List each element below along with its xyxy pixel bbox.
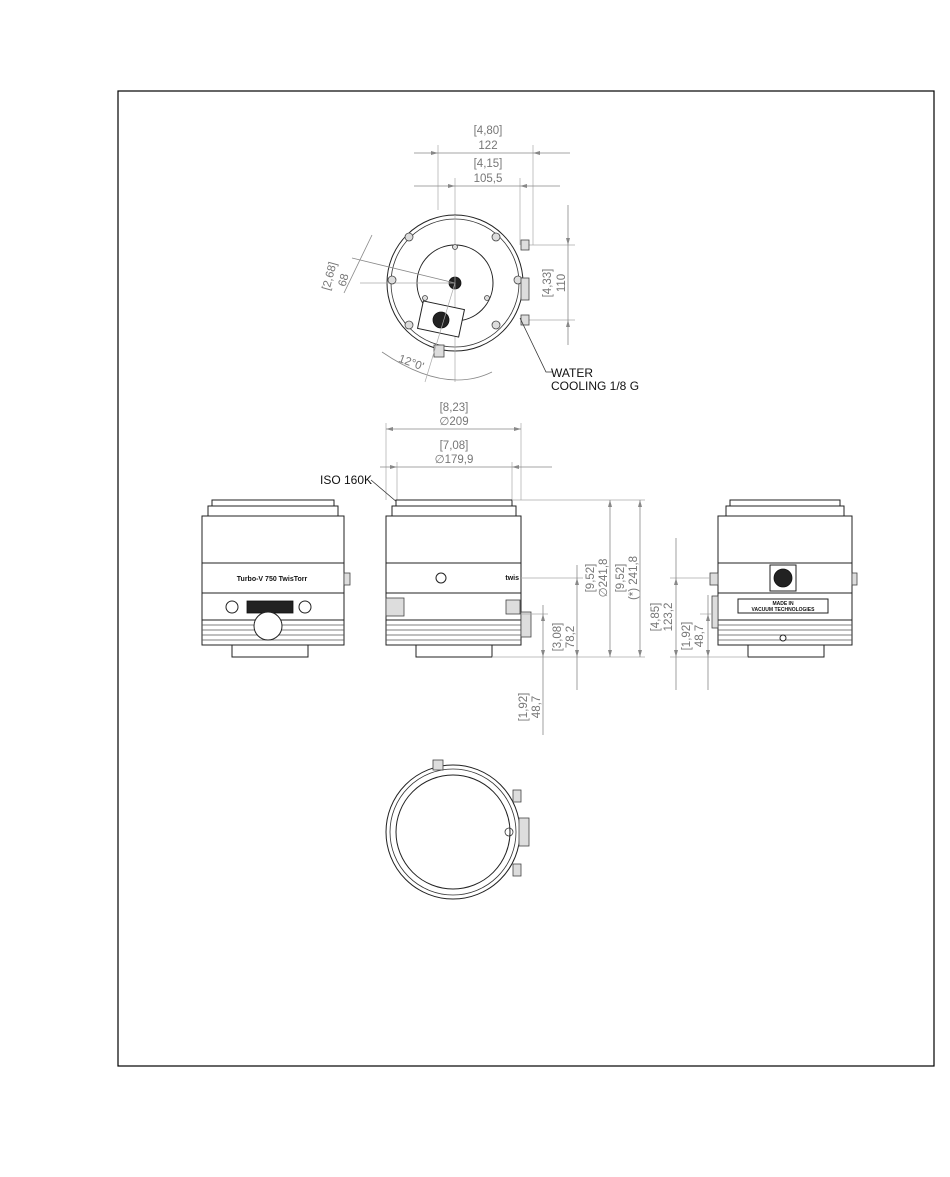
lower-mm: 78,2: [565, 625, 577, 649]
middle-side-view: [386, 500, 645, 735]
lower-inch: [3,08]: [552, 622, 564, 652]
plate-line-2: VACUUM TECHNOLOGIES: [751, 607, 815, 613]
height-a-mm: ∅241,8: [598, 558, 610, 598]
dim-height-mm: 110: [556, 273, 568, 293]
dim-width-mm: 122: [478, 140, 498, 152]
right-bottom-inch: [1,92]: [681, 621, 693, 651]
angle-label: 12°0': [396, 353, 426, 374]
water-cooling-label-2: COOLING 1/8 G: [551, 379, 640, 393]
dim-radius-mm: 68: [336, 272, 352, 288]
left-model-label: Turbo-V 750 TwisTorr: [236, 576, 308, 583]
flange-id-inch: [7,08]: [439, 440, 469, 452]
flange-od-inch: [8,23]: [439, 402, 469, 414]
right-bottom-mm: 48,7: [694, 624, 706, 648]
height-b-inch: [9,52]: [615, 563, 627, 593]
bottom-mm: 48,7: [531, 695, 543, 719]
bottom-view: [386, 760, 529, 899]
dim-width-inch: [4,80]: [473, 125, 503, 137]
dim-radius-inch: [2,68]: [320, 260, 340, 292]
right-height-mm: 123,2: [663, 602, 675, 632]
right-side-view: [650, 500, 857, 690]
flange-dimensions: [320, 402, 552, 503]
plate-line-1: MADE IN: [772, 601, 794, 607]
height-b-mm: (*) 241,8: [628, 555, 640, 601]
dim-offset-mm: 105,5: [473, 173, 503, 185]
left-side-view: [202, 500, 350, 657]
flange-od-mm: ∅209: [439, 416, 469, 428]
flange-type-label: ISO 160K: [320, 473, 373, 487]
middle-model-label: twis: [505, 575, 519, 582]
flange-id-mm: ∅179,9: [434, 454, 474, 466]
dim-height-inch: [4,33]: [542, 268, 554, 298]
height-a-inch: [9,52]: [585, 563, 597, 593]
dim-offset-inch: [4,15]: [473, 158, 503, 170]
right-height-inch: [4,85]: [650, 602, 662, 632]
top-view: [321, 125, 639, 393]
water-cooling-label-1: WATER: [551, 366, 593, 380]
bottom-inch: [1,92]: [518, 692, 530, 722]
